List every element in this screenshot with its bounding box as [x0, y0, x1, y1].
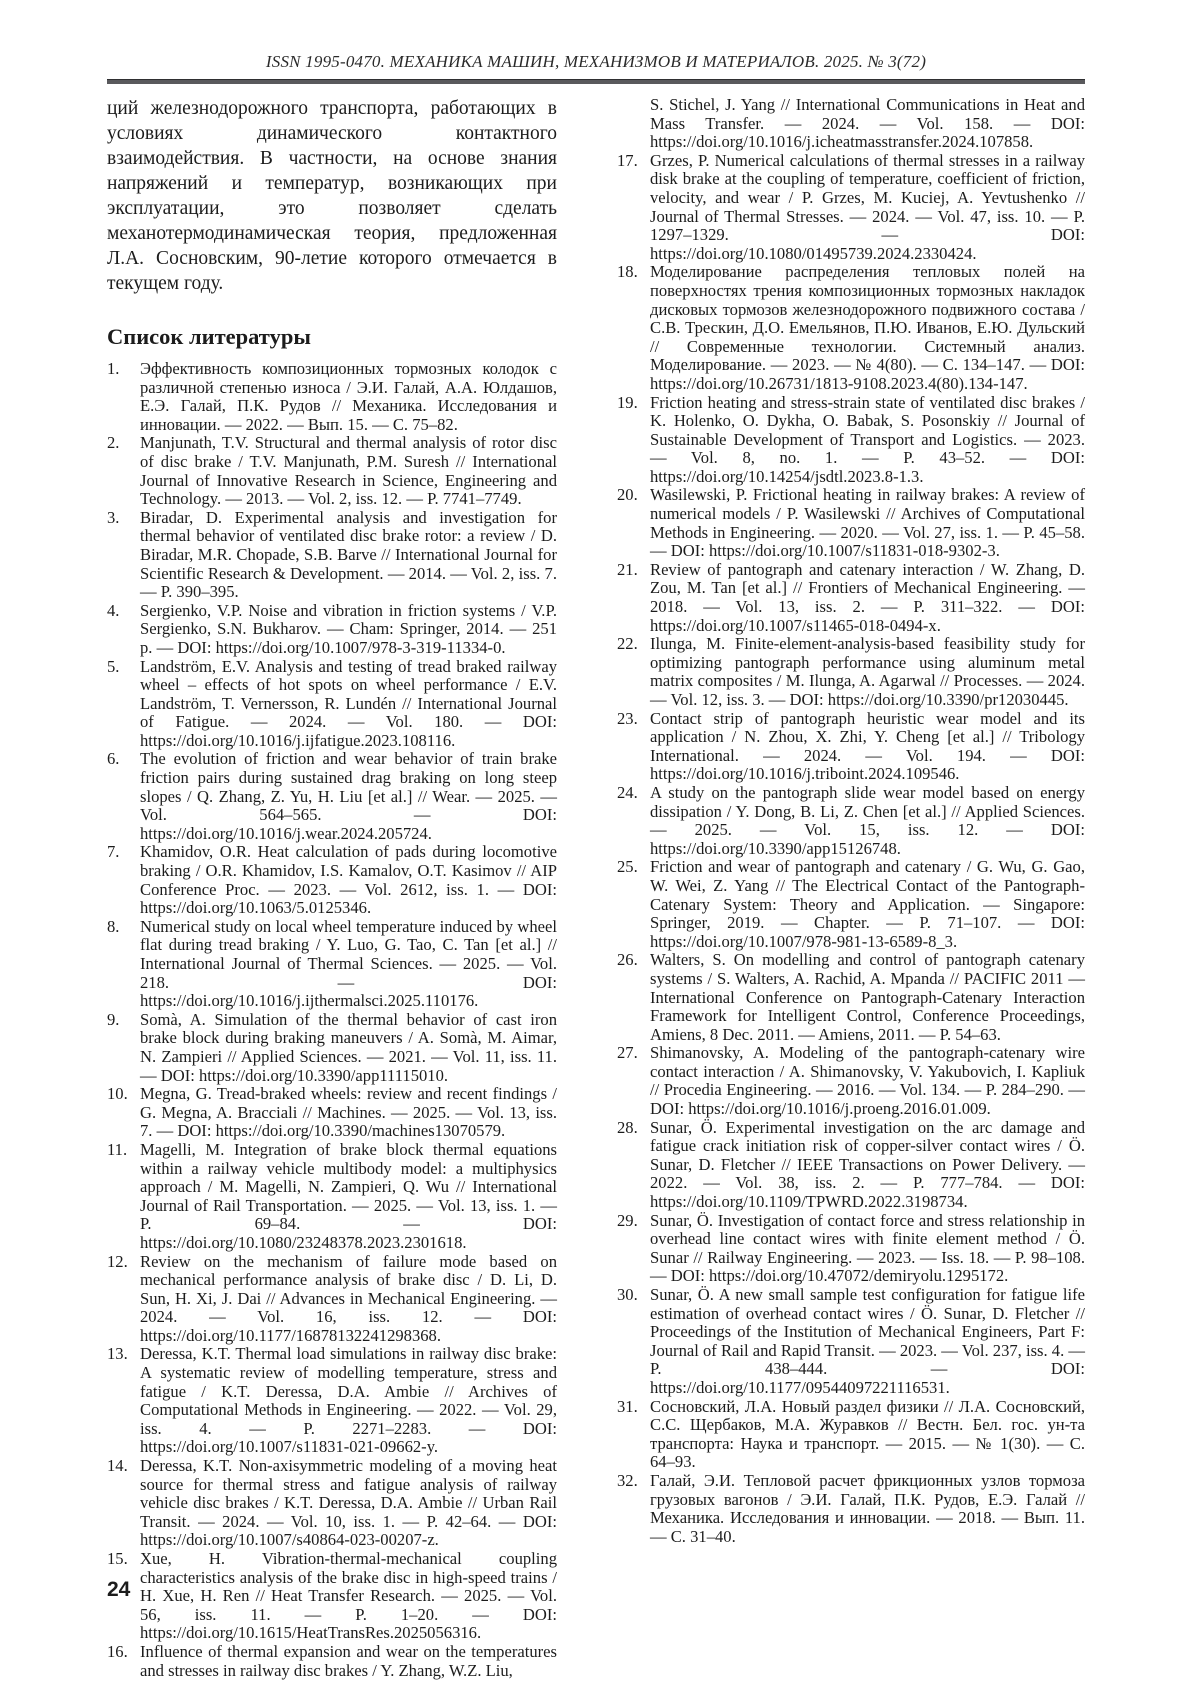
reference-item [107, 1141, 557, 1253]
reference-text: Numerical study on local wheel temperature induced by wheel flat during tread braking / Y. Luo, G. Tao, C. Tan [et al.] // International Journal of Thermal Sciences. — 2025. — Vol. 218. — DOI: https://doi.org/10.1016/j.ijthermalsci.2025.110176. [140, 916, 557, 1011]
reference-number: 10. [107, 1084, 128, 1104]
reference-number: 16. [107, 1641, 128, 1661]
reference-item [617, 635, 1085, 709]
header-rule [107, 79, 1085, 84]
reference-item [617, 263, 1085, 393]
reference-text: Xue, H. Vibration-thermal-mechanical coupling characteristics analysis of the brake disc in high-speed trains / H. Xue, H. Ren // Heat Transfer Research. — 2025. — Vol. 56, iss. 11. — P. 1–20. — DOI: https://doi.org/10.1615/HeatTransRes.2025056316. [140, 1549, 557, 1643]
reference-number: 26. [617, 950, 638, 970]
two-column-body [107, 96, 1085, 1680]
reference-item [617, 784, 1085, 858]
reference-text: Khamidov, O.R. Heat calculation of pads during locomotive braking / O.R. Khamidov, I.S. Kamalov, O.T. Kasimov // AIP Conference Proc. — 2023. — Vol. 2612, iss. 1. — DOI: https://doi.org/10.1063/5.0125346. [140, 842, 557, 918]
reference-text: Эффективность композиционных тормозных колодок с различной степенью износа / Э.И. Галай, А.А. Юлдашов, Е.Э. Галай, П.К. Рудов // Механика. Исследования и инновации. — 2022. — Вып. 15. — С. 75–82. [140, 359, 557, 434]
reference-item [107, 1085, 557, 1141]
reference-text: Friction and wear of pantograph and catenary / G. Wu, G. Gao, W. Wei, Z. Yang // The Electrical Contact of the Pantograph-Catenary System: Theory and Application. — Singapore: Springer, 2019. — Chapter. — P. 71–107. — DOI: https://doi.org/10.1007/978-981-13-6589-8_3. [650, 857, 1085, 951]
reference-number: 28. [617, 1117, 638, 1137]
reference-text: Grzes, P. Numerical calculations of thermal stresses in a railway disk brake at the coupling of temperature, coefficient of friction, velocity, and wear / P. Grzes, M. Kuciej, A. Yevtushenko // Journal of Thermal Stresses. — 2024. — Vol. 47, iss. 10. — P. 1297–1329. — DOI: https://doi.org/10.1080/01495739.2024.2330424. [650, 150, 1085, 263]
reference-text: Deressa, K.T. Non-axisymmetric modeling of a moving heat source for thermal stress and fatigue analysis of railway vehicle disc brakes / K.T. Deressa, D.A. Ambie // Urban Rail Transit. — 2024. — Vol. 10, iss. 1. — P. 42–64. — DOI: https://doi.org/10.1007/s40864-023-00207-z. [140, 1456, 557, 1550]
reference-item [617, 1212, 1085, 1286]
reference-number: 29. [617, 1210, 638, 1230]
reference-number: 27. [617, 1043, 638, 1063]
reference-text: Walters, S. On modelling and control of pantograph catenary systems / S. Walters, A. Rachid, A. Mpanda // PACIFIC 2011 — International Conference on Pantograph-Catenary Interaction Framework for Intelligent Control, Conference Proceedings, Amiens, 8 Dec. 2011. — Amiens, 2011. — P. 54–63. [650, 950, 1085, 1044]
reference-number: 22. [617, 634, 638, 654]
reference-number: 2. [107, 433, 120, 453]
reference-number: 25. [617, 857, 638, 877]
reference-item [107, 360, 557, 434]
reference-number: 24. [617, 782, 638, 802]
reference-number: 11. [107, 1139, 128, 1159]
reference-number: 4. [107, 600, 120, 620]
reference-text: Magelli, M. Integration of brake block thermal equations within a railway vehicle multibody model: a multiphysics approach / M. Magelli, N. Zampieri, Q. Wu // International Journal of Rail Transportation. — 2025. — Vol. 13, iss. 1. — P. 69–84. — DOI: https://doi.org/10.1080/23248378.2023.2301618. [140, 1139, 557, 1252]
reference-text: Sergienko, V.P. Noise and vibration in friction systems / V.P. Sergienko, S.N. Bukharov. — Cham: Springer, 2014. — 251 p. — DOI: https://doi.org/10.1007/978-3-319-11334-0. [140, 600, 557, 657]
reference-text: Shimanovsky, A. Modeling of the pantograph-catenary wire contact interaction / A. Shimanovsky, V. Yakubovich, I. Kapliuk // Procedia Engineering. — 2016. — Vol. 134. — P. 284–290. — DOI: https://doi.org/10.1016/j.proeng.2016.01.009. [650, 1043, 1085, 1119]
reference-number: 3. [107, 507, 120, 527]
reference-item [107, 1253, 557, 1346]
reference-text: Somà, A. Simulation of the thermal behavior of cast iron brake block during braking maneuvers / A. Somà, M. Aimar, N. Zampieri // Applied Sciences. — 2021. — Vol. 11, iss. 11. — DOI: https://doi.org/10.3390/app11115010. [140, 1009, 557, 1085]
reference-text: Sunar, Ö. Experimental investigation on the arc damage and fatigue crack initiation risk of copper-silver contact wires / Ö. Sunar, D. Fletcher // IEEE Transactions on Power Delivery. — 2022. — Vol. 38, iss. 2. — P. 777–784. — DOI: https://doi.org/10.1109/TPWRD.2022.3198734. [650, 1117, 1085, 1212]
reference-text: Manjunath, T.V. Structural and thermal analysis of rotor disc of disc brake / T.V. Manjunath, P.M. Suresh // International Journal of Innovative Research in Science, Engineering and Technology. — 2013. — Vol. 2, iss. 12. — P. 7741–7749. [140, 433, 557, 509]
reference-item [617, 1044, 1085, 1118]
reference-number: 18. [617, 262, 638, 282]
reference-number: 8. [107, 916, 120, 936]
reference-item [107, 1550, 557, 1643]
left-column [107, 96, 557, 1680]
reference-text: Landström, E.V. Analysis and testing of tread braked railway wheel – effects of hot spots on wheel performance / E.V. Landström, T. Vernersson, R. Lundén // International Journal of Fatigue. — 2024. — Vol. 180. — DOI: https://doi.org/10.1016/j.ijfatigue.2023.108116. [140, 656, 557, 750]
reference-number: 17. [617, 150, 638, 170]
reference-number: 31. [617, 1396, 638, 1416]
reference-text: Sunar, Ö. Investigation of contact force and stress relationship in overhead line contact wires with finite element method / Ö. Sunar // Railway Engineering. — 2023. — Iss. 18. — P. 98–108. — DOI: https://doi.org/10.47072/demiryolu.1295172. [650, 1210, 1085, 1286]
reference-number: 6. [107, 749, 120, 769]
reference-item [617, 951, 1085, 1044]
reference-item [107, 1011, 557, 1085]
reference-item [617, 394, 1085, 487]
reference-number: 14. [107, 1456, 128, 1476]
references-list-right [617, 152, 1085, 1547]
reference-text: A study on the pantograph slide wear model based on energy dissipation / Y. Dong, B. Li, Z. Chen [et al.] // Applied Sciences. — 2025. — Vol. 15, iss. 12. — DOI: https://doi.org/10.3390/app15126748. [650, 782, 1085, 858]
reference-number: 20. [617, 485, 638, 505]
references-heading: Список литературы [107, 324, 311, 349]
running-head: ISSN 1995-0470. МЕХАНИКА МАШИН, МЕХАНИЗМОВ И МАТЕРИАЛОВ. 2025. № 3(72) [265, 52, 927, 71]
reference-item [107, 509, 557, 602]
reference-text: Галай, Э.И. Тепловой расчет фрикционных узлов тормоза грузовых вагонов / Э.И. Галай, П.К. Рудов, Е.Э. Галай // Механика. Исследования и инновации. — 2018. — Вып. 11. — С. 31–40. [650, 1470, 1085, 1546]
reference-number: 7. [107, 842, 120, 862]
reference-text: The evolution of friction and wear behavior of train brake friction pairs during sustained drag braking on long steep slopes / Q. Zhang, Z. Yu, H. Liu [et al.] // Wear. — 2025. — Vol. 564–565. — DOI: https://doi.org/10.1016/j.wear.2024.205724. [140, 749, 557, 843]
reference-item [107, 434, 557, 508]
reference-item [107, 1457, 557, 1550]
reference-text: Sunar, Ö. A new small sample test configuration for fatigue life estimation of overhead contact wires / Ö. Sunar, D. Fletcher // Proceedings of the Institution of Mechanical Engineers, Part F: Journal of Rail and Rapid Transit. — 2023. — Vol. 237, iss. 4. — P. 438–444. — DOI: https://doi.org/10.1177/09544097221116531. [650, 1285, 1085, 1397]
reference-item [617, 1398, 1085, 1472]
reference-number: 21. [617, 559, 638, 579]
reference-number: 9. [107, 1009, 120, 1029]
reference-text: Review of pantograph and catenary interaction / W. Zhang, D. Zou, M. Tan [et al.] // Frontiers of Mechanical Engineering. — 2018. — Vol. 13, iss. 2. — P. 311–322. — DOI: https://doi.org/10.1007/s11465-018-0494-x. [650, 559, 1085, 635]
reference-item [107, 602, 557, 658]
reference-item [107, 843, 557, 917]
reference-item [617, 858, 1085, 951]
intro-paragraph: ций железнодорожного транспорта, работающих в условиях динамического контактного взаимодействия. В частности, на основе знания напряжений и температур, возникающих при эксплуатации, это позволяет сделать механотермодинамическая теория, предложенная Л.А. Сосновским, 90-летие которого отмечается в текущем году. [107, 98, 557, 294]
reference-text: Influence of thermal expansion and wear on the temperatures and stresses in railway disc brakes / Y. Zhang, W.Z. Liu, [140, 1641, 557, 1680]
reference-item [107, 1345, 557, 1457]
reference-number: 5. [107, 656, 120, 676]
reference-number: 30. [617, 1285, 638, 1304]
reference-item [617, 1119, 1085, 1212]
reference-item [107, 658, 557, 751]
page-number: 24 [107, 1578, 131, 1601]
references-list-left [107, 360, 557, 1680]
reference-text: Wasilewski, P. Frictional heating in railway brakes: A review of numerical models / P. Wasilewski // Archives of Computational Methods in Engineering. — 2020. — Vol. 27, iss. 1. — P. 45–58. — DOI: https://doi.org/10.1007/s11831-018-9302-3. [650, 485, 1085, 561]
reference-number: 13. [107, 1344, 128, 1364]
reference-text: Deressa, K.T. Thermal load simulations in railway disc brake: A systematic review of modelling temperature, stress and fatigue / K.T. Deressa, D.A. Ambie // Archives of Computational Methods in Engineering. — 2022. — Vol. 29, iss. 4. — P. 2271–2283. — DOI: https://doi.org/10.1007/s11831-021-09662-y. [140, 1344, 557, 1457]
reference-item [107, 918, 557, 1011]
reference-text: Biradar, D. Experimental analysis and investigation for thermal behavior of ventilated disc brake rotor: a review / D. Biradar, M.R. Chopade, S.B. Barve // International Journal for Scientific Research & Development. — 2014. — Vol. 2, iss. 7. — P. 390–395. [140, 507, 557, 602]
reference-16-continuation: S. Stichel, J. Yang // International Communications in Heat and Mass Transfer. — 2024. — Vol. 158. — DOI: https://doi.org/10.1016/j.icheatmasstransfer.2024.107858. [650, 95, 1085, 152]
reference-text: Megna, G. Tread-braked wheels: review and recent findings / G. Megna, A. Bracciali // Machines. — 2025. — Vol. 13, iss. 7. — DOI: https://doi.org/10.3390/machines13070579. [140, 1084, 557, 1141]
reference-item [107, 1643, 557, 1680]
reference-number: 12. [107, 1251, 128, 1271]
right-column [617, 96, 1085, 1680]
reference-text: Review on the mechanism of failure mode based on mechanical performance analysis of brake disc / D. Li, D. Sun, H. Xi, J. Dai // Advances in Mechanical Engineering. — 2024. — Vol. 16, iss. 12. — DOI: https://doi.org/10.1177/16878132241298368. [140, 1251, 557, 1345]
reference-number: 23. [617, 708, 638, 728]
reference-number: 15. [107, 1549, 128, 1568]
reference-item [617, 486, 1085, 560]
reference-item [617, 152, 1085, 264]
reference-item [107, 750, 557, 843]
reference-number: 32. [617, 1470, 638, 1490]
reference-text: Моделирование распределения тепловых полей на поверхностях трения композиционных тормозных накладок дисковых тормозов железнодорожного подвижного состава / С.В. Трескин, Д.О. Емельянов, П.Ю. Иванов, Е.Ю. Дульский // Современные технологии. Системный анализ. Моделирование. — 2023. — № 4(80). — С. 134–147. — DOI: https://doi.org/10.26731/1813-9108.2023.4(80).134-147. [650, 262, 1085, 393]
reference-text: Friction heating and stress-strain state of ventilated disc brakes / K. Holenko, O. Dykha, O. Babak, S. Posonskiy // Journal of Sustainable Development of Transport and Logistics. — 2023. — Vol. 8, no. 1. — P. 43–52. — DOI: https://doi.org/10.14254/jsdtl.2023.8-1.3. [650, 392, 1085, 486]
reference-text: Сосновский, Л.А. Новый раздел физики // Л.А. Сосновский, С.С. Щербаков, М.А. Журавков // Вестн. Бел. гос. ун-та транспорта: Наука и транспорт. — 2015. — № 1(30). — С. 64–93. [650, 1396, 1085, 1472]
reference-item [617, 710, 1085, 784]
reference-text: Contact strip of pantograph heuristic wear model and its application / N. Zhou, X. Zhi, Y. Cheng [et al.] // Tribology International. — 2024. — Vol. 194. — DOI: https://doi.org/10.1016/j.triboint.2024.109546. [650, 708, 1085, 784]
reference-item [617, 1472, 1085, 1546]
reference-text: Ilunga, M. Finite-element-analysis-based feasibility study for optimizing pantograph performance using aluminum metal matrix composites / M. Ilunga, A. Agarwal // Processes. — 2024. — Vol. 12, iss. 3. — DOI: https://doi.org/10.3390/pr12030445. [650, 634, 1085, 709]
reference-number: 1. [107, 359, 120, 378]
reference-item [617, 561, 1085, 635]
reference-item [617, 1286, 1085, 1398]
reference-number: 19. [617, 392, 638, 412]
